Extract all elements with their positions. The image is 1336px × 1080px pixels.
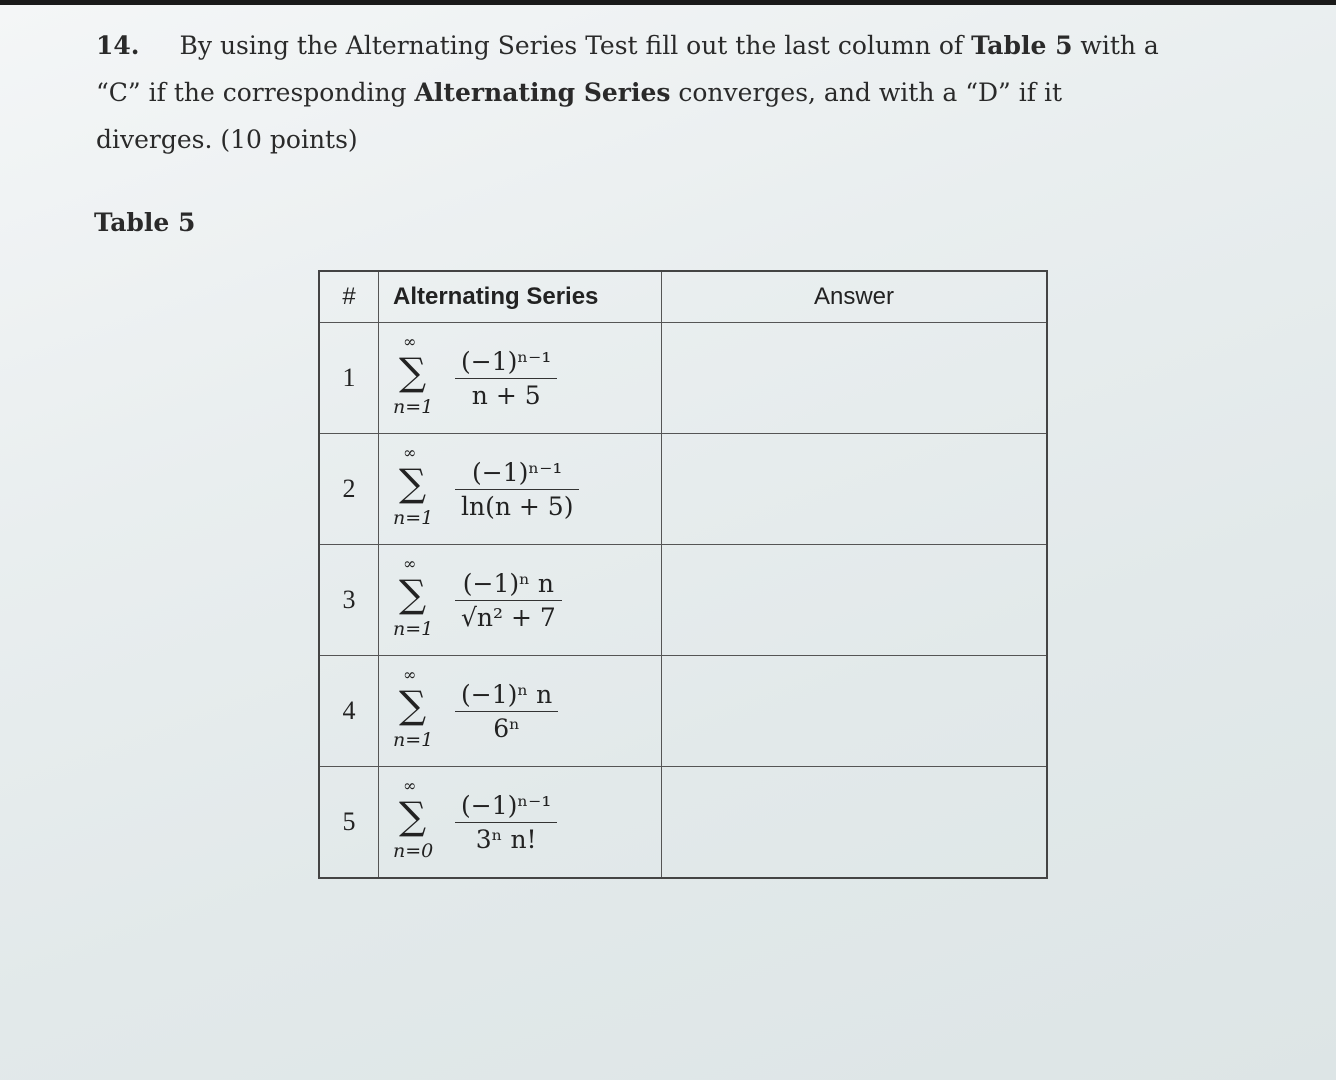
fraction <box>455 791 557 854</box>
answer-cell[interactable] <box>662 656 1048 767</box>
question-number: 14. <box>96 31 140 60</box>
numerator: (−1)ⁿ⁻¹ <box>455 791 557 823</box>
sigma-icon: ∑ <box>399 794 427 838</box>
table-header-row <box>319 271 1047 323</box>
row-number: 3 <box>319 545 379 656</box>
table-row <box>319 323 1047 434</box>
denominator: n + 5 <box>471 380 541 410</box>
question-part: By using the Alternating Series Test fill out the last column of <box>179 31 972 60</box>
lower-limit: n=1 <box>393 729 434 751</box>
question-text <box>96 22 1186 163</box>
lower-limit: n=1 <box>393 396 434 418</box>
series-formula <box>379 434 662 545</box>
lower-limit: n=0 <box>393 840 434 862</box>
question-part: converges, and with a “D” if it diverges. (10 points) <box>96 78 1063 154</box>
upper-limit: ∞ <box>403 332 417 351</box>
row-number: 5 <box>319 767 379 879</box>
series-formula <box>379 656 662 767</box>
fraction <box>455 569 562 632</box>
lower-limit: n=1 <box>393 507 434 529</box>
upper-limit: ∞ <box>403 665 417 684</box>
denominator: √n² + 7 <box>461 602 556 632</box>
sigma-icon: ∑ <box>399 461 427 505</box>
sigma-icon: ∑ <box>399 683 427 727</box>
denominator: ln(n + 5) <box>461 491 574 521</box>
summation <box>393 439 451 539</box>
summation <box>393 550 451 650</box>
series-formula <box>379 323 662 434</box>
table-row <box>319 545 1047 656</box>
upper-limit: ∞ <box>403 554 417 573</box>
row-number: 1 <box>319 323 379 434</box>
table-row <box>319 656 1047 767</box>
top-edge-bar <box>0 0 1336 5</box>
series-table <box>318 270 1048 879</box>
summation <box>393 772 451 872</box>
answer-cell[interactable] <box>662 545 1048 656</box>
table-title: Table 5 <box>94 208 196 237</box>
question-part-bold: Alternating Series <box>414 78 671 107</box>
numerator: (−1)ⁿ⁻¹ <box>455 458 579 490</box>
series-formula <box>379 767 662 879</box>
fraction <box>455 680 558 743</box>
series-formula <box>379 545 662 656</box>
fraction <box>455 347 557 410</box>
numerator: (−1)ⁿ n <box>455 680 558 712</box>
question-part: with a “C” if the corresponding <box>96 31 1159 107</box>
numerator: (−1)ⁿ n <box>455 569 562 601</box>
answer-cell[interactable] <box>662 767 1048 879</box>
header-number: # <box>319 271 379 323</box>
fraction <box>455 458 579 521</box>
upper-limit: ∞ <box>403 776 417 795</box>
row-number: 4 <box>319 656 379 767</box>
header-answer: Answer <box>662 271 1048 323</box>
sigma-icon: ∑ <box>399 350 427 394</box>
row-number: 2 <box>319 434 379 545</box>
sigma-icon: ∑ <box>399 572 427 616</box>
header-series: Alternating Series <box>379 271 662 323</box>
denominator: 3ⁿ n! <box>475 824 537 854</box>
answer-cell[interactable] <box>662 434 1048 545</box>
table-row <box>319 767 1047 879</box>
table-row <box>319 434 1047 545</box>
upper-limit: ∞ <box>403 443 417 462</box>
summation <box>393 328 451 428</box>
question-part-bold: Table 5 <box>971 31 1073 60</box>
answer-cell[interactable] <box>662 323 1048 434</box>
numerator: (−1)ⁿ⁻¹ <box>455 347 557 379</box>
lower-limit: n=1 <box>393 618 434 640</box>
denominator: 6ⁿ <box>493 713 520 743</box>
summation <box>393 661 451 761</box>
